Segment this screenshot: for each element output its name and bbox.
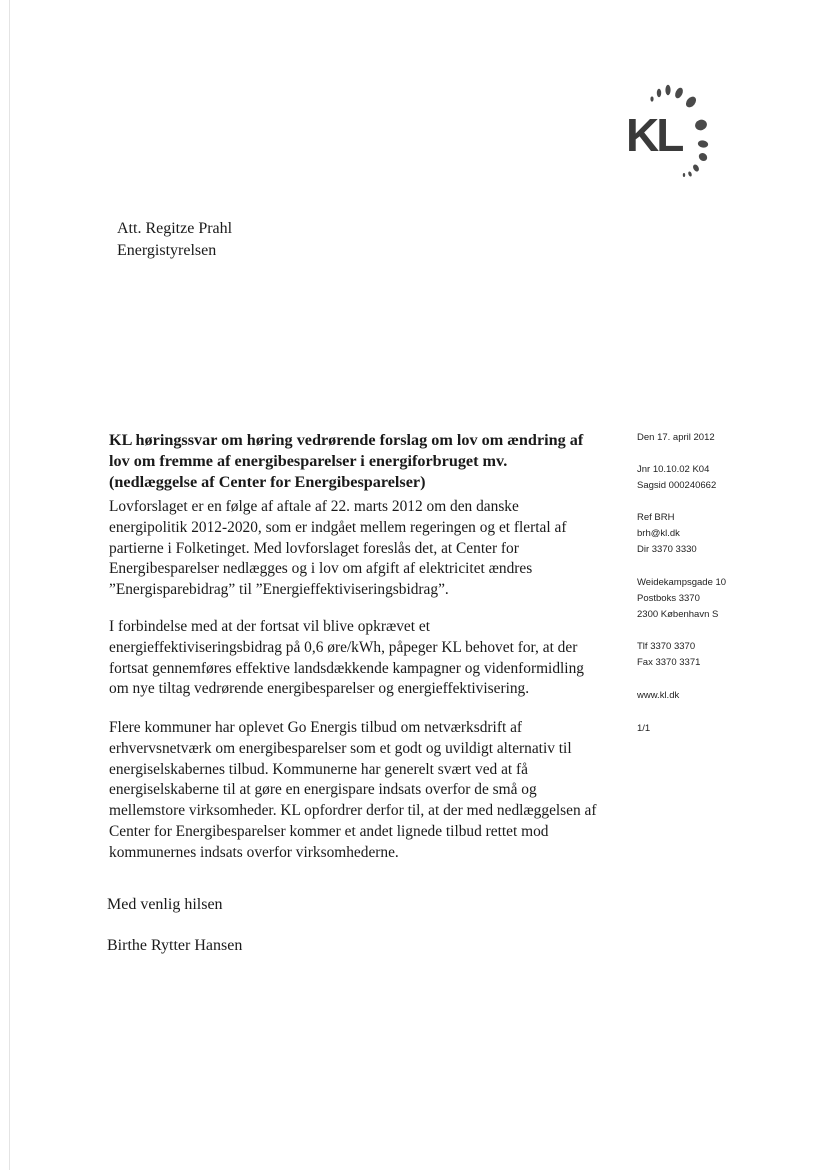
street-address: Weidekampsgade 10 (637, 577, 727, 588)
body-paragraph-2: I forbindelse med at der fortsat vil blive opkrævet et energieffektiviseringsbidrag på 0,6 øre/kWh, påpeger KL behovet for, at der fortsat gennemføres effektive landsdækkende kampagner og videnformidling om nye tiltag vedrørende energibesparelser og energieffektivisering. (109, 618, 584, 698)
recipient-organisation: Energistyrelsen (117, 242, 217, 259)
sidebar-page-block (637, 721, 817, 737)
case-id: Sagsid 000240662 (637, 480, 717, 492)
reference: Ref BRH (637, 512, 675, 523)
letter-title: KL høringssvar om høring vedrørende forslag om lov om ændring af lov om fremme af energibesparelser i energiforbruget mv. (nedlæggelse af Center for Energibesparelser) (109, 431, 584, 491)
fax-number: Fax 3370 3371 (637, 657, 701, 669)
body-paragraph-1: Lovforslaget er en følge af aftale af 22. marts 2012 om den danske energipolitik 2012-2020, som er indgået mellem regeringen og et flertal af partierne i Folketinget. Med lovforslaget foreslås det, at Center for Energibesparelser nedlægges og i lov om afgift af elektricitet ændres ”Energisparebidrag” til ”Energieffektiviseringsbidrag”. (109, 498, 567, 599)
sidebar-web-block (637, 688, 817, 704)
website: www.kl.dk (637, 690, 680, 701)
signature-name: Birthe Rytter Hansen (107, 937, 243, 954)
kl-logo-text: KL (626, 109, 682, 161)
page-edge-rule (9, 0, 10, 1170)
contact-email: brh@kl.dk (637, 528, 680, 540)
recipient-name: Att. Regitze Prahl (117, 220, 233, 237)
body-paragraph-3: Flere kommuner har oplevet Go Energis tilbud om netværksdrift af erhvervsnetværk om energibesparelser som et godt og uvildigt alternativ til energiselskabernes tilbud. Kommunerne har generelt svært ved at få energiselskaberne til at gøre en energispare indsats overfor de små og mellemstore virksomheder. KL opfordrer derfor til, at der med nedlæggelsen af Center for Energibesparelser kommer et andet lignede tilbud rettet mod kommunernes indsats overfor virksomhederne. (109, 719, 597, 861)
sidebar-case-block (637, 462, 817, 494)
main-phone: Tlf 3370 3370 (637, 641, 696, 652)
sidebar-phone-block (637, 639, 817, 671)
city: 2300 København S (637, 609, 719, 621)
page-number: 1/1 (637, 723, 651, 734)
letter-date: Den 17. april 2012 (637, 432, 715, 443)
sidebar-reference-block (637, 510, 817, 559)
sidebar-date-block (637, 430, 817, 446)
recipient-address (117, 218, 232, 262)
kl-logo (618, 82, 728, 182)
closing-greeting: Med venlig hilsen (107, 896, 223, 913)
journal-number: Jnr 10.10.02 K04 (637, 464, 710, 475)
sidebar-postal-block (637, 575, 817, 624)
postbox: Postboks 3370 (637, 593, 700, 605)
direct-phone: Dir 3370 3330 (637, 544, 697, 556)
